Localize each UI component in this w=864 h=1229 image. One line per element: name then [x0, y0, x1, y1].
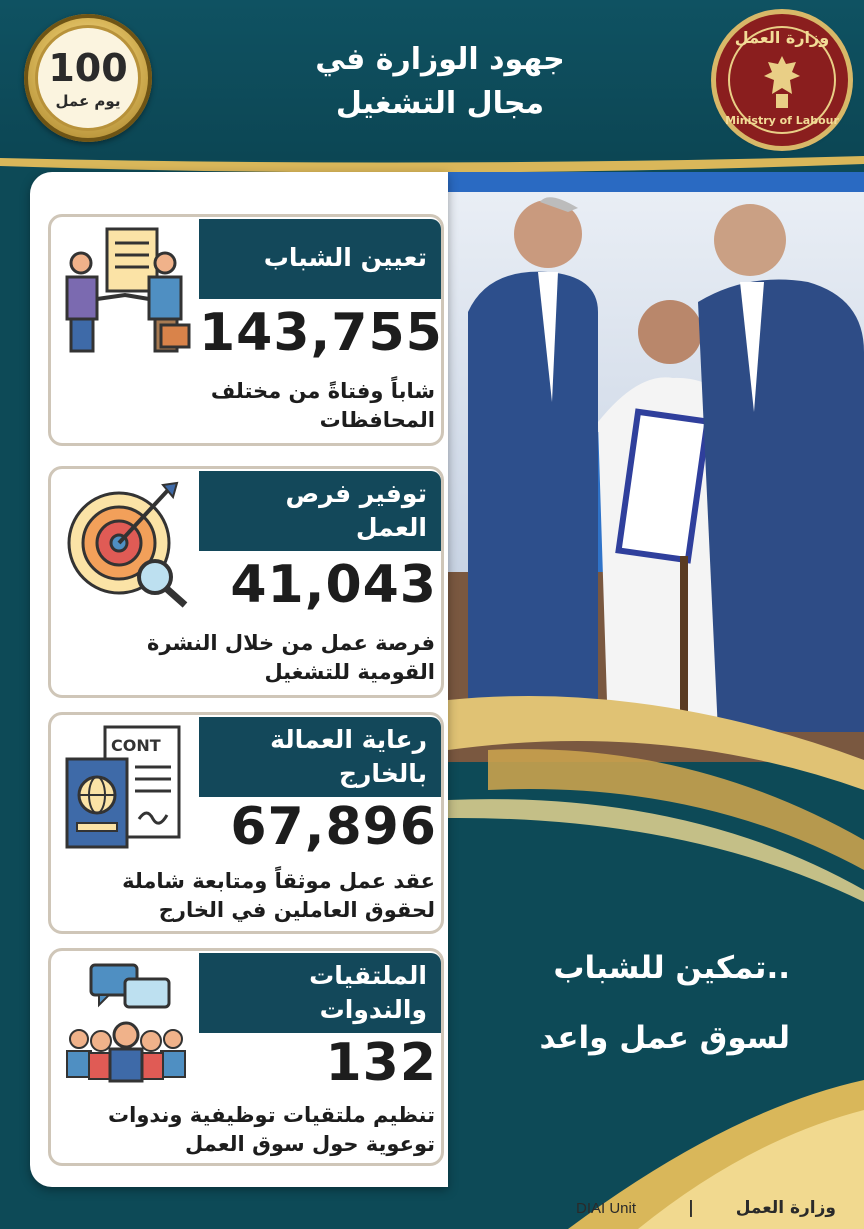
- card-description-line-1: عقد عمل موثقاً ومتابعة شاملة: [122, 869, 435, 893]
- stat-card-job-opportunities: [48, 466, 444, 698]
- badge-caption: يوم عمل: [55, 92, 121, 110]
- card-title-text: تعيين الشباب: [263, 243, 427, 272]
- badge-number: 100: [48, 46, 128, 90]
- card-description-line-2: القومية للتشغيل: [264, 660, 435, 684]
- people-chat-icon: [55, 955, 197, 1093]
- stat-card-forums-seminars: [48, 948, 444, 1166]
- logo-english-text: Ministry of Labour: [725, 114, 839, 127]
- header: [0, 0, 864, 160]
- card-title: [199, 953, 441, 1033]
- eagle-icon: [762, 54, 802, 110]
- card-title: [199, 717, 441, 797]
- card-title-line-2: العمل: [355, 513, 427, 542]
- footer-unit: DIAI Unit: [576, 1200, 637, 1217]
- card-number: 67,896: [230, 797, 437, 857]
- page-title-line-1: جهود الوزارة في: [315, 42, 565, 77]
- badge-inner: [38, 28, 138, 128]
- card-title-line-2: بالخارج: [339, 759, 427, 788]
- logo-arabic-text: وزارة العمل: [734, 28, 830, 47]
- gold-sweep-decoration: [448, 640, 864, 1229]
- card-description-line-2: لحقوق العاملين في الخارج: [158, 898, 435, 922]
- card-number: 143,755: [199, 303, 443, 363]
- card-title-line-2: والندوات: [319, 995, 427, 1024]
- target-search-icon: [55, 473, 197, 611]
- card-description-line-1: شاباً وفتاةً من مختلف: [210, 379, 435, 403]
- passport-contract-icon: [55, 719, 197, 857]
- stat-card-youth-hiring: [48, 214, 444, 446]
- page-title-line-2: مجال التشغيل: [335, 86, 545, 121]
- card-description-line-2: المحافظات: [319, 408, 435, 432]
- card-description: [59, 1101, 435, 1159]
- card-title: [199, 471, 441, 551]
- card-description: [59, 629, 435, 687]
- card-title-line-1: الملتقيات: [309, 961, 427, 990]
- stat-card-workers-abroad: [48, 712, 444, 934]
- slogan-line-1: تمكين للشباب..: [553, 950, 790, 986]
- card-description-line-2: توعوية حول سوق العمل: [185, 1132, 435, 1156]
- ministry-logo: [716, 14, 848, 146]
- handshake-contract-icon: [55, 221, 197, 359]
- stats-panel: [30, 172, 448, 1187]
- card-description-line-1: تنظيم ملتقيات توظيفية وندوات: [108, 1103, 435, 1127]
- page-title: [250, 38, 630, 126]
- card-title: [199, 219, 441, 299]
- card-number: 132: [325, 1033, 437, 1093]
- contract-icon-label: CONT: [111, 736, 161, 755]
- card-description-line-1: فرصة عمل من خلال النشرة: [147, 631, 435, 655]
- hundred-days-badge: [24, 14, 152, 142]
- slogan-line-2: لسوق عمل واعد: [539, 1020, 790, 1056]
- card-description: [59, 867, 435, 925]
- card-title-line-1: رعاية العمالة: [270, 725, 427, 754]
- card-number: 41,043: [230, 555, 437, 615]
- footer-brand: وزارة العمل: [735, 1198, 836, 1218]
- footer-separator: |: [687, 1198, 695, 1218]
- card-title-line-1: توفير فرص: [285, 479, 427, 508]
- card-description: [59, 377, 435, 435]
